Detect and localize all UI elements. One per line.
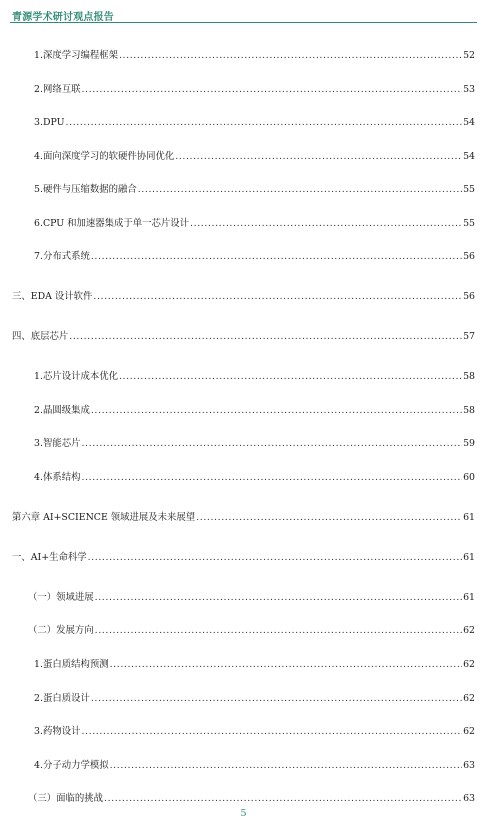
toc-entry-label: 四、底层芯片: [12, 331, 69, 342]
toc-dot-leader: [91, 405, 462, 417]
toc-dot-leader: [81, 726, 462, 738]
toc-dot-leader: [81, 472, 462, 484]
toc-entry-page: 57: [463, 331, 475, 342]
toc-dot-leader: [175, 151, 462, 163]
toc-entry-label: 一、AI+生命科学: [12, 552, 87, 563]
toc-dot-leader: [88, 552, 462, 564]
toc-entry-page: 55: [463, 218, 475, 229]
toc-entry-page: 62: [463, 659, 475, 670]
toc-dot-leader: [190, 218, 462, 230]
toc-dot-leader: [110, 760, 462, 772]
toc-entry[interactable]: [28, 592, 475, 604]
toc-entry[interactable]: [34, 184, 475, 196]
toc-entry[interactable]: [34, 693, 475, 705]
toc-entry[interactable]: [34, 50, 475, 62]
toc-entry-page: 55: [463, 184, 475, 195]
toc-dot-leader: [81, 438, 462, 450]
toc-entry-label: 4.分子动力学模拟: [34, 760, 109, 771]
toc-dot-leader: [93, 291, 462, 303]
toc-entry-page: 61: [463, 512, 475, 523]
toc-dot-leader: [69, 331, 462, 343]
toc-dot-leader: [91, 251, 462, 263]
toc-entry[interactable]: [34, 726, 475, 738]
toc-entry-label: 2.蛋白质设计: [34, 693, 90, 704]
toc-entry[interactable]: [12, 291, 475, 303]
toc-entry-label: 4.体系结构: [34, 472, 81, 483]
toc-dot-leader: [95, 625, 462, 637]
toc-entry[interactable]: [34, 472, 475, 484]
toc-entry-page: 52: [463, 50, 475, 61]
toc-entry-page: 58: [463, 371, 475, 382]
toc-entry-label: 3.智能芯片: [34, 438, 81, 449]
toc-entry[interactable]: [34, 659, 475, 671]
toc-entry-page: 53: [463, 84, 475, 95]
toc-entry-label: 3.药物设计: [34, 726, 81, 737]
toc-entry-page: 62: [463, 625, 475, 636]
toc-entry-label: 1.蛋白质结构预测: [34, 659, 109, 670]
page-number: 5: [240, 808, 247, 819]
toc-dot-leader: [95, 592, 462, 604]
toc-entry-page: 59: [463, 438, 475, 449]
toc-entry-label: 第六章 AI+SCIENCE 领域进展及未来展望: [12, 512, 196, 523]
toc-entry[interactable]: [34, 760, 475, 772]
toc-entry-label: 2.晶圆级集成: [34, 405, 90, 416]
toc-entry[interactable]: [34, 438, 475, 450]
toc-entry[interactable]: [12, 331, 475, 343]
toc-entry-page: 63: [463, 760, 475, 771]
toc-entry-label: 1.芯片设计成本优化: [34, 371, 118, 382]
toc-entry-page: 61: [463, 552, 475, 563]
toc-entry-page: 56: [463, 291, 475, 302]
toc-entry[interactable]: [28, 793, 475, 805]
toc-entry[interactable]: [34, 218, 475, 230]
toc-entry[interactable]: [34, 151, 475, 163]
toc-entry[interactable]: [34, 117, 475, 129]
toc-entry-page: 54: [463, 117, 475, 128]
running-header: 青源学术研讨观点报告: [12, 12, 114, 23]
toc-dot-leader: [104, 793, 462, 805]
toc-entry-page: 62: [463, 693, 475, 704]
toc-entry-label: 1.深度学习编程框架: [34, 50, 118, 61]
toc-entry-label: 7.分布式系统: [34, 251, 90, 262]
toc-entry-label: （一）领域进展: [28, 592, 94, 603]
toc-dot-leader: [196, 512, 462, 524]
toc-entry[interactable]: [34, 251, 475, 263]
toc-entry-page: 58: [463, 405, 475, 416]
toc-dot-leader: [110, 659, 462, 671]
toc-entry[interactable]: [12, 552, 475, 564]
toc-dot-leader: [81, 84, 462, 96]
toc-entry-label: 4.面向深度学习的软硬件协同优化: [34, 151, 175, 162]
toc-entry-label: 三、EDA 设计软件: [12, 291, 93, 302]
toc-dot-leader: [119, 50, 462, 62]
toc-entry-label: 2.网络互联: [34, 84, 81, 95]
toc-dot-leader: [66, 117, 463, 129]
toc-entry-label: （三）面临的挑战: [28, 793, 104, 804]
toc-entry-label: 5.硬件与压缩数据的融合: [34, 184, 137, 195]
header-divider: [10, 22, 477, 23]
toc-entry-page: 56: [463, 251, 475, 262]
toc-entry-label: 6.CPU 和加速器集成于单一芯片设计: [34, 218, 190, 229]
toc-dot-leader: [119, 371, 462, 383]
toc-entry[interactable]: [34, 84, 475, 96]
toc-dot-leader: [138, 184, 462, 196]
toc-entry-page: 54: [463, 151, 475, 162]
toc-dot-leader: [91, 693, 462, 705]
toc-entry-page: 63: [463, 793, 475, 804]
toc-entry-page: 61: [463, 592, 475, 603]
toc-entry[interactable]: [28, 625, 475, 637]
toc-entry-page: 62: [463, 726, 475, 737]
toc-entry-label: 3.DPU: [34, 117, 65, 128]
toc-entry-label: （二）发展方向: [28, 625, 94, 636]
toc-entry[interactable]: [34, 405, 475, 417]
toc-entry[interactable]: [34, 371, 475, 383]
toc-entry[interactable]: [12, 512, 475, 524]
toc-entry-page: 60: [463, 472, 475, 483]
